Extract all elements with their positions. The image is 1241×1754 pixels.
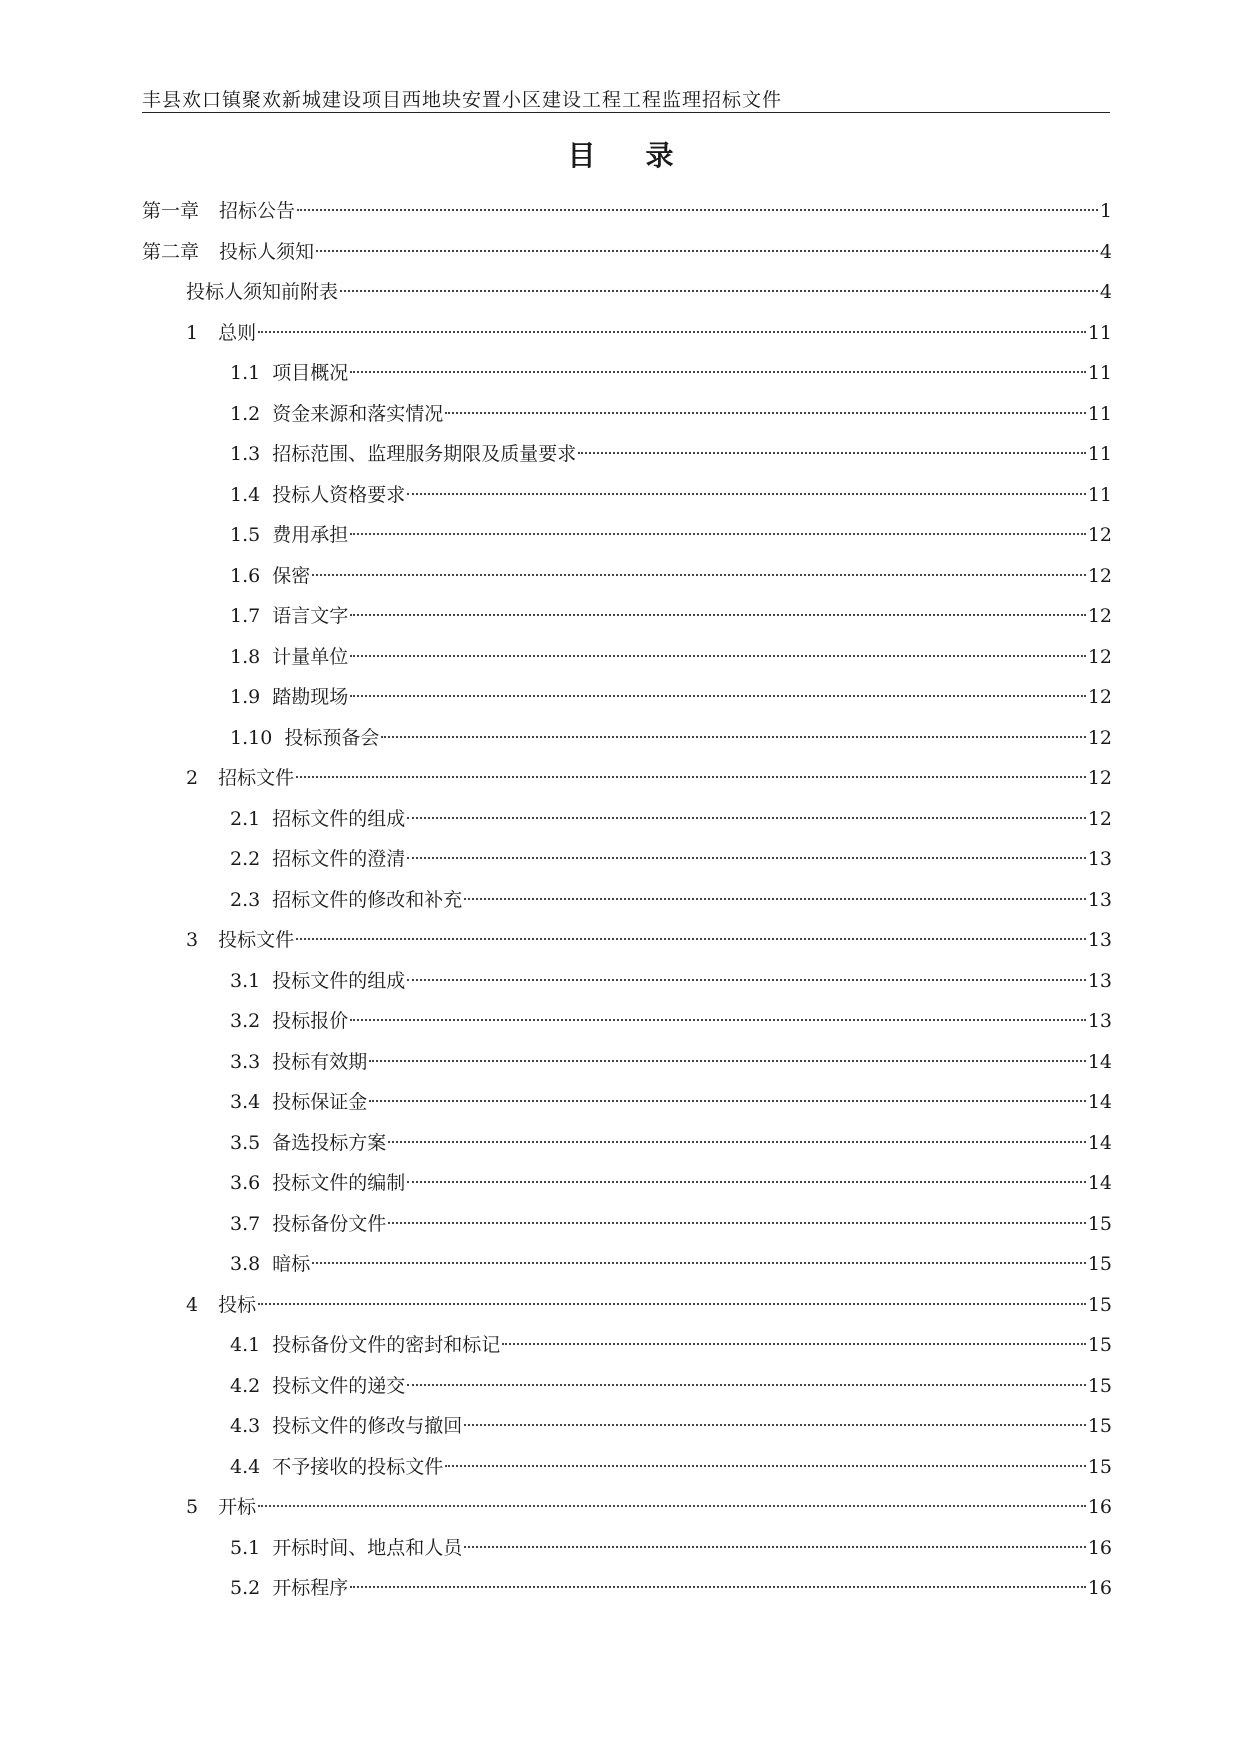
toc-entry[interactable]: [142, 799, 1112, 840]
toc-dot-leader: [350, 1586, 1086, 1588]
toc-entry-page-number: 16: [1087, 1496, 1112, 1518]
toc-entry[interactable]: [142, 232, 1112, 273]
toc-entry-number: 第一章: [142, 200, 200, 222]
toc-entry-number: 第二章: [142, 240, 200, 263]
toc-entry-label: 招标文件的组成: [272, 807, 406, 830]
toc-entry-number: 2.2: [230, 848, 261, 870]
toc-entry[interactable]: [142, 1447, 1112, 1488]
toc-entry-number: 1.7: [230, 605, 261, 627]
document-header-title: 丰县欢口镇聚欢新城建设项目西地块安置小区建设工程工程监理招标文件: [142, 89, 783, 111]
toc-entry-number: 1.10: [230, 726, 273, 749]
toc-entry-number: 1.8: [230, 645, 261, 668]
toc-dot-leader: [312, 1262, 1086, 1264]
toc-entry-label: 招标文件: [218, 767, 295, 789]
toc-entry-page-number: 12: [1087, 807, 1112, 830]
toc-entry-number: 3: [186, 929, 199, 951]
toc-entry[interactable]: [142, 758, 1112, 799]
toc-entry[interactable]: [142, 1568, 1112, 1609]
toc-dot-leader: [258, 1505, 1086, 1507]
toc-dot-leader: [407, 979, 1086, 981]
toc-entry[interactable]: [142, 1325, 1112, 1366]
toc-entry[interactable]: [142, 353, 1112, 394]
toc-entry[interactable]: [142, 556, 1112, 597]
toc-entry-page-number: 12: [1087, 686, 1112, 708]
toc-entry-number: 2.3: [230, 888, 261, 911]
toc-entry-label: 开标时间、地点和人员: [272, 1536, 463, 1559]
toc-entry-page-number: 12: [1087, 726, 1112, 749]
table-of-contents: [142, 191, 1112, 1609]
toc-dot-leader: [502, 1343, 1086, 1345]
toc-dot-leader: [464, 1424, 1086, 1426]
toc-entry-page-number: 15: [1087, 1334, 1112, 1356]
toc-dot-leader: [407, 493, 1086, 495]
toc-entry-page-number: 13: [1087, 1010, 1112, 1032]
toc-entry-label: 计量单位: [272, 645, 349, 668]
toc-entry-label: 不予接收的投标文件: [272, 1455, 444, 1478]
toc-entry-number: 3.2: [230, 1010, 261, 1032]
toc-entry-page-number: 4: [1099, 281, 1112, 303]
toc-entry-label: 投标有效期: [272, 1050, 368, 1073]
toc-entry-page-number: 1: [1099, 200, 1112, 222]
toc-entry[interactable]: [142, 475, 1112, 516]
toc-dot-leader: [350, 371, 1086, 373]
toc-entry-page-number: 11: [1087, 402, 1112, 425]
toc-entry-label: 项目概况: [272, 362, 349, 384]
toc-dot-leader: [445, 1465, 1086, 1467]
toc-dot-leader: [578, 452, 1086, 454]
toc-entry[interactable]: [142, 394, 1112, 435]
toc-dot-leader: [464, 1546, 1086, 1548]
toc-dot-leader: [258, 331, 1086, 333]
toc-entry-label: 开标程序: [272, 1577, 349, 1599]
toc-entry-number: 1: [186, 321, 199, 344]
toc-entry-number: 1.1: [230, 362, 261, 384]
toc-entry-page-number: 12: [1087, 564, 1112, 587]
toc-entry-number: 3.5: [230, 1131, 261, 1154]
toc-entry-label: 投标预备会: [284, 726, 380, 749]
toc-entry[interactable]: [142, 637, 1112, 678]
toc-entry-number: 2.1: [230, 807, 261, 830]
toc-entry-label: 暗标: [272, 1253, 311, 1275]
toc-entry-label: 投标文件: [218, 929, 295, 951]
toc-entry[interactable]: [142, 434, 1112, 475]
toc-entry-page-number: 13: [1087, 848, 1112, 870]
toc-entry[interactable]: [142, 880, 1112, 921]
toc-entry[interactable]: [142, 515, 1112, 556]
toc-dot-leader: [407, 857, 1086, 859]
toc-entry-page-number: 14: [1087, 1172, 1112, 1194]
toc-entry-number: 1.6: [230, 564, 261, 587]
toc-entry-number: 4.4: [230, 1455, 261, 1478]
toc-entry-number: 3.6: [230, 1172, 261, 1194]
toc-dot-leader: [350, 695, 1086, 697]
toc-entry[interactable]: [142, 1001, 1112, 1042]
toc-dot-leader: [388, 1141, 1086, 1143]
toc-entry-number: 3.7: [230, 1212, 261, 1235]
toc-entry-number: 1.5: [230, 524, 261, 546]
toc-title: 目录: [567, 139, 724, 172]
toc-entry-number: 4.3: [230, 1415, 261, 1437]
toc-dot-leader: [369, 1060, 1086, 1062]
toc-entry-page-number: 12: [1087, 605, 1112, 627]
toc-dot-leader: [316, 250, 1098, 252]
toc-entry-number: 1.3: [230, 443, 261, 465]
toc-entry[interactable]: [142, 596, 1112, 637]
toc-entry-label: 踏勘现场: [272, 686, 349, 708]
toc-entry-page-number: 12: [1087, 767, 1112, 789]
toc-entry-label: 投标报价: [272, 1010, 349, 1032]
toc-entry-label: 投标人须知: [219, 240, 315, 263]
toc-dot-leader: [381, 736, 1085, 738]
toc-entry-page-number: 11: [1087, 483, 1112, 506]
toc-entry-page-number: 4: [1099, 240, 1112, 263]
toc-entry-page-number: 11: [1087, 362, 1112, 384]
toc-entry-page-number: 15: [1087, 1293, 1112, 1316]
toc-entry[interactable]: [142, 839, 1112, 880]
toc-entry-number: 5: [186, 1496, 199, 1518]
toc-entry-label: 投标备份文件的密封和标记: [272, 1334, 501, 1356]
toc-entry-label: 投标文件的递交: [272, 1374, 406, 1397]
toc-entry-number: 4.1: [230, 1334, 261, 1356]
toc-entry[interactable]: [142, 1285, 1112, 1326]
toc-entry-page-number: 12: [1087, 645, 1112, 668]
toc-dot-leader: [297, 209, 1098, 211]
toc-entry-label: 投标人资格要求: [272, 483, 406, 506]
toc-entry[interactable]: [142, 1244, 1112, 1285]
toc-entry-number: 1.4: [230, 483, 261, 506]
toc-entry[interactable]: [142, 1366, 1112, 1407]
toc-dot-leader: [407, 1181, 1086, 1183]
toc-entry[interactable]: [142, 313, 1112, 354]
toc-entry-label: 保密: [272, 564, 311, 587]
toc-dot-leader: [388, 1222, 1086, 1224]
toc-entry[interactable]: [142, 191, 1112, 232]
toc-entry[interactable]: [142, 1406, 1112, 1447]
toc-dot-leader: [312, 574, 1086, 576]
toc-dot-leader: [350, 614, 1086, 616]
toc-dot-leader: [350, 1019, 1086, 1021]
toc-entry-label: 总则: [218, 321, 257, 344]
toc-entry-page-number: 16: [1087, 1577, 1112, 1599]
toc-entry[interactable]: [142, 1163, 1112, 1204]
toc-entry-label: 投标文件的修改与撤回: [272, 1415, 463, 1437]
toc-entry-page-number: 15: [1087, 1455, 1112, 1478]
toc-entry[interactable]: [142, 920, 1112, 961]
toc-entry-number: 3.4: [230, 1091, 261, 1113]
toc-dot-leader: [340, 290, 1098, 292]
toc-entry-page-number: 14: [1087, 1091, 1112, 1113]
toc-entry-page-number: 11: [1087, 443, 1112, 465]
toc-entry-label: 投标备份文件: [272, 1212, 387, 1235]
toc-entry-label: 费用承担: [272, 524, 349, 546]
toc-entry-page-number: 14: [1087, 1050, 1112, 1073]
toc-dot-leader: [369, 1100, 1086, 1102]
toc-entry[interactable]: [142, 1123, 1112, 1164]
toc-dot-leader: [296, 776, 1086, 778]
toc-entry-page-number: 16: [1087, 1536, 1112, 1559]
toc-entry-label: 开标: [218, 1496, 257, 1518]
toc-entry-number: 5.2: [230, 1577, 261, 1599]
toc-entry-label: 招标范围、监理服务期限及质量要求: [272, 443, 577, 465]
toc-entry-page-number: 15: [1087, 1374, 1112, 1397]
toc-entry-number: 1.2: [230, 402, 261, 425]
toc-entry-page-number: 13: [1087, 929, 1112, 951]
toc-dot-leader: [258, 1303, 1086, 1305]
toc-dot-leader: [464, 898, 1086, 900]
toc-dot-leader: [350, 533, 1086, 535]
toc-entry-number: 4.2: [230, 1374, 261, 1397]
toc-dot-leader: [445, 412, 1086, 414]
toc-entry-page-number: 11: [1087, 321, 1112, 344]
toc-entry-label: 招标文件的修改和补充: [272, 888, 463, 911]
toc-dot-leader: [296, 938, 1086, 940]
toc-entry-number: 3.1: [230, 969, 261, 992]
toc-entry[interactable]: [142, 961, 1112, 1002]
toc-entry-label: 投标文件的编制: [272, 1172, 406, 1194]
toc-entry-page-number: 15: [1087, 1212, 1112, 1235]
toc-entry-page-number: 14: [1087, 1131, 1112, 1154]
toc-entry-label: 投标人须知前附表: [186, 281, 339, 303]
toc-entry-number: 4: [186, 1293, 199, 1316]
toc-entry[interactable]: [142, 1082, 1112, 1123]
document-header: [142, 88, 1110, 113]
toc-entry-number: 3.3: [230, 1050, 261, 1073]
toc-entry-number: 2: [186, 767, 199, 789]
toc-entry-number: 3.8: [230, 1253, 261, 1275]
toc-entry-page-number: 15: [1087, 1415, 1112, 1437]
toc-entry-label: 备选投标方案: [272, 1131, 387, 1154]
toc-dot-leader: [407, 1384, 1086, 1386]
toc-entry-label: 投标保证金: [272, 1091, 368, 1113]
toc-entry-label: 招标公告: [219, 200, 296, 222]
toc-entry[interactable]: [142, 677, 1112, 718]
toc-entry[interactable]: [142, 1487, 1112, 1528]
toc-entry-label: 投标文件的组成: [272, 969, 406, 992]
toc-entry-number: 5.1: [230, 1536, 261, 1559]
toc-entry[interactable]: [142, 272, 1112, 313]
toc-dot-leader: [350, 655, 1086, 657]
toc-entry-page-number: 12: [1087, 524, 1112, 546]
toc-entry[interactable]: [142, 1204, 1112, 1245]
toc-entry[interactable]: [142, 718, 1112, 759]
toc-entry-label: 投标: [218, 1293, 257, 1316]
toc-entry[interactable]: [142, 1528, 1112, 1569]
toc-entry-label: 语言文字: [272, 605, 349, 627]
toc-dot-leader: [407, 817, 1086, 819]
toc-entry-page-number: 15: [1087, 1253, 1112, 1275]
toc-entry-label: 资金来源和落实情况: [272, 402, 444, 425]
toc-entry-label: 招标文件的澄清: [272, 848, 406, 870]
toc-entry-page-number: 13: [1087, 969, 1112, 992]
toc-entry-number: 1.9: [230, 686, 261, 708]
toc-entry[interactable]: [142, 1042, 1112, 1083]
toc-entry-page-number: 13: [1087, 888, 1112, 911]
